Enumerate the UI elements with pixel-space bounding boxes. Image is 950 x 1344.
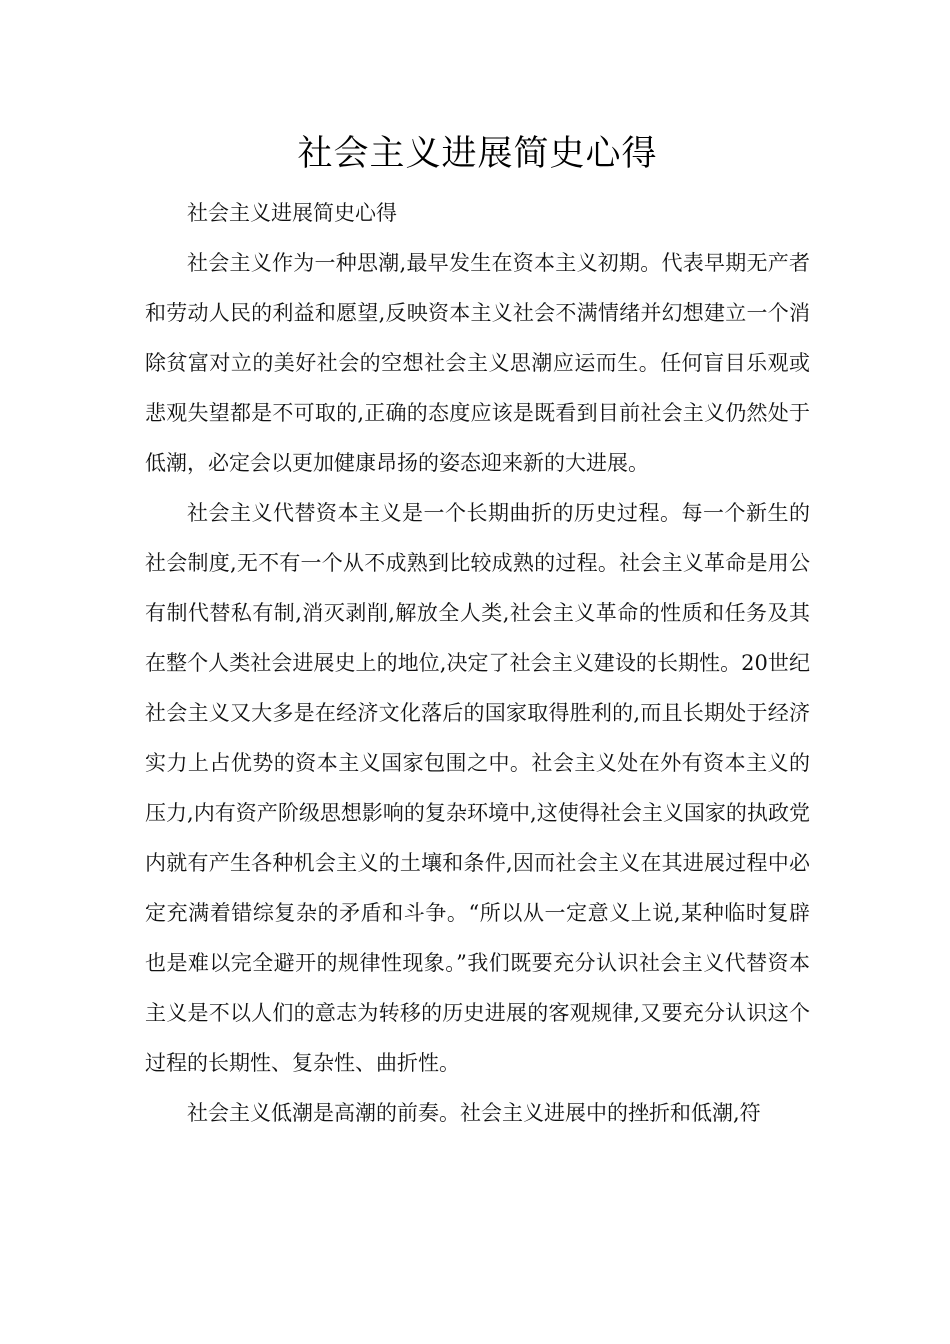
document-title: 社会主义进展简史心得 (297, 134, 658, 174)
paragraph: 社会主义作为一种思潮,最早发生在资本主义初期。代表早期无产者和劳动人民的利益和愿望,反映资本主义社会不满情绪并幻想建立一个消除贫富对立的美好社会的空想社会主义思潮应运而生。任何盲目乐观或悲观失望都是不可取的,正确的态度应该是既看到目前社会主义仍然处于低潮，必定会以更加健康昂扬的姿态迎来新的大进展。 (145, 251, 810, 475)
paragraph: 社会主义代替资本主义是一个长期曲折的历史过程。每一个新生的社会制度,无不有一个从不成熟到比较成熟的过程。社会主义革命是用公有制代替私有制,消灭剥削,解放全人类,社会主义革命的性质和任务及其在整个人类社会进展史上的地位,决定了社会主义建设的长期性。20世纪社会主义又大多是在经济文化落后的国家取得胜利的,而且长期处于经济实力上占优势的资本主义国家包围之中。社会主义处在外有资本主义的压力,内有资产阶级思想影响的复杂环境中,这使得社会主义国家的执政党内就有产生各种机会主义的土壤和条件,因而社会主义在其进展过程中必定充满着错综复杂的矛盾和斗争。“所以从一定意义上说,某种临时复辟也是难以完全避开的规律性现象。”我们既要充分认识社会主义代替资本主义是不以人们的意志为转移的历史进展的客观规律,又要充分认识这个过程的长期性、复杂性、曲折性。 (145, 501, 810, 1075)
paragraph-subtitle: 社会主义进展简史心得 (187, 201, 397, 225)
paragraph: 社会主义低潮是高潮的前奏。社会主义进展中的挫折和低潮,符 (187, 1101, 761, 1125)
document-body (145, 188, 810, 1138)
